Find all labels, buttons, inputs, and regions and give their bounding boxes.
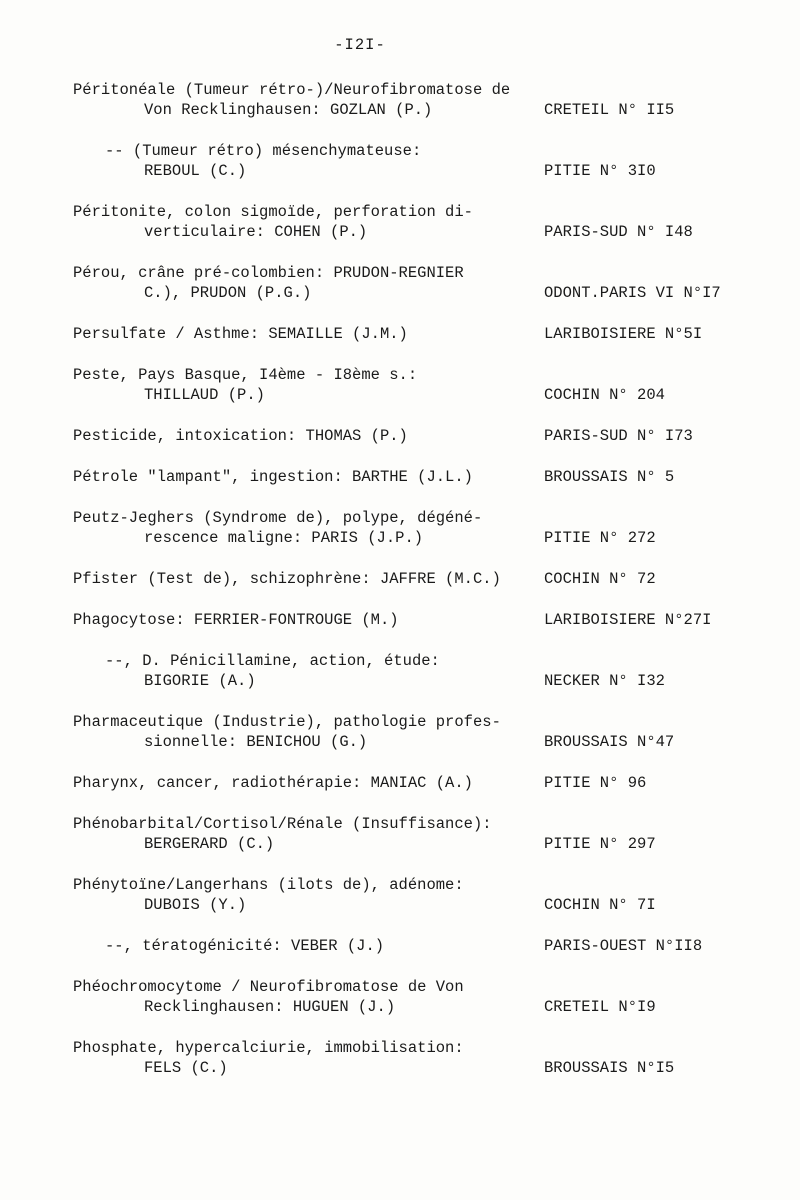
entry-reference: PARIS-OUEST N°II8 (544, 937, 703, 955)
entry-reference: COCHIN N° 72 (544, 570, 656, 588)
entry-continuation: BERGERARD (C.) (144, 835, 275, 853)
index-entry (73, 875, 733, 915)
entry-continuation: C.), PRUDON (P.G.) (144, 284, 312, 302)
entry-continuation: THILLAUD (P.) (144, 386, 265, 404)
index-entry (73, 936, 733, 956)
index-entry (73, 202, 733, 242)
index-entry (73, 814, 733, 854)
entry-reference: BROUSSAIS N° 5 (544, 468, 675, 486)
entry-heading: Pétrole "lampant", ingestion: BARTHE (J.L.) (73, 468, 473, 486)
index-entry (73, 263, 733, 303)
index-entry (73, 80, 733, 120)
entry-reference: LARIBOISIERE N°5I (544, 325, 703, 343)
index-entry (73, 610, 733, 630)
index-entry (73, 508, 733, 548)
entry-continuation: FELS (C.) (144, 1059, 228, 1077)
index-entry (73, 365, 733, 405)
index-entry (73, 977, 733, 1017)
index-entry (73, 141, 733, 181)
entry-heading: Phagocytose: FERRIER-FONTROUGE (M.) (73, 611, 399, 629)
entry-continuation: Recklinghausen: HUGUEN (J.) (144, 998, 396, 1016)
entry-continuation: BIGORIE (A.) (144, 672, 256, 690)
entry-reference: PARIS-SUD N° I73 (544, 427, 693, 445)
entry-heading: Pfister (Test de), schizophrène: JAFFRE (M.C.) (73, 570, 501, 588)
entry-reference: COCHIN N° 204 (544, 386, 665, 404)
entry-reference: ODONT.PARIS VI N°I7 (544, 284, 721, 302)
entry-reference: CRETEIL N°I9 (544, 998, 656, 1016)
entry-reference: NECKER N° I32 (544, 672, 665, 690)
entry-heading: Péritonite, colon sigmoïde, perforation di- (73, 203, 473, 221)
entry-heading: Pérou, crâne pré-colombien: PRUDON-REGNIER (73, 264, 464, 282)
entry-heading: Phénobarbital/Cortisol/Rénale (Insuffisance): (73, 815, 492, 833)
entry-heading: Pesticide, intoxication: THOMAS (P.) (73, 427, 408, 445)
entry-continuation: sionnelle: BENICHOU (G.) (144, 733, 368, 751)
entry-heading: --, tératogénicité: VEBER (J.) (105, 937, 385, 955)
entry-heading: Peste, Pays Basque, I4ème - I8ème s.: (73, 366, 418, 384)
index-entries (73, 80, 733, 1099)
entry-continuation: REBOUL (C.) (144, 162, 247, 180)
index-entry (73, 773, 733, 793)
index-entry (73, 569, 733, 589)
entry-heading: Pharmaceutique (Industrie), pathologie profes- (73, 713, 501, 731)
entry-reference: PITIE N° 272 (544, 529, 656, 547)
entry-continuation: DUBOIS (Y.) (144, 896, 247, 914)
entry-reference: BROUSSAIS N°47 (544, 733, 675, 751)
entry-reference: COCHIN N° 7I (544, 896, 656, 914)
entry-heading: Péritonéale (Tumeur rétro-)/Neurofibromatose de (73, 81, 511, 99)
entry-reference: PITIE N° 297 (544, 835, 656, 853)
entry-reference: BROUSSAIS N°I5 (544, 1059, 675, 1077)
entry-reference: LARIBOISIERE N°27I (544, 611, 712, 629)
entry-continuation: Von Recklinghausen: GOZLAN (P.) (144, 101, 433, 119)
entry-heading: Phosphate, hypercalciurie, immobilisation: (73, 1039, 464, 1057)
entry-reference: PARIS-SUD N° I48 (544, 223, 693, 241)
entry-continuation: rescence maligne: PARIS (J.P.) (144, 529, 424, 547)
index-entry (73, 426, 733, 446)
page-number: -I2I- (334, 36, 386, 54)
entry-heading: Pharynx, cancer, radiothérapie: MANIAC (A.) (73, 774, 473, 792)
index-entry (73, 467, 733, 487)
entry-heading: --, D. Pénicillamine, action, étude: (105, 652, 440, 670)
entry-heading: Persulfate / Asthme: SEMAILLE (J.M.) (73, 325, 408, 343)
entry-continuation: verticulaire: COHEN (P.) (144, 223, 368, 241)
entry-heading: -- (Tumeur rétro) mésenchymateuse: (105, 142, 422, 160)
index-entry (73, 712, 733, 752)
index-entry (73, 324, 733, 344)
entry-reference: CRETEIL N° II5 (544, 101, 675, 119)
index-entry (73, 1038, 733, 1078)
entry-heading: Phénytoïne/Langerhans (ilots de), adénome: (73, 876, 464, 894)
entry-reference: PITIE N° 96 (544, 774, 647, 792)
entry-reference: PITIE N° 3I0 (544, 162, 656, 180)
entry-heading: Phéochromocytome / Neurofibromatose de Von (73, 978, 464, 996)
entry-heading: Peutz-Jeghers (Syndrome de), polype, dégéné- (73, 509, 483, 527)
index-entry (73, 651, 733, 691)
